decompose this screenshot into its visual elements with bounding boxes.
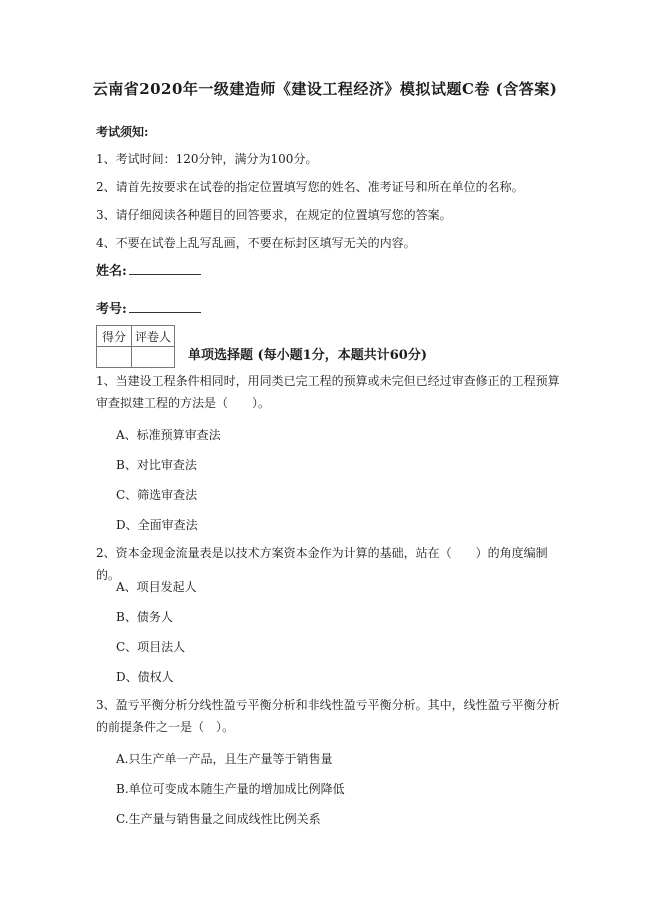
notice-item: 3、请仔细阅读各种题目的回答要求，在规定的位置填写您的答案。 — [96, 208, 452, 222]
question-3-stem: 3、盈亏平衡分析分线性盈亏平衡分析和非线性盈亏平衡分析。其中，线性盈亏平衡分析的前提条件之一是（ ）。 — [96, 698, 560, 734]
question-3-option-b: B.单位可变成本随生产量的增加成比例降低 — [116, 782, 345, 796]
name-blank[interactable] — [129, 260, 201, 275]
section-heading: 单项选择题 (每小题1分，本题共计60分) — [188, 348, 427, 363]
question-1-option-c: C、筛选审查法 — [116, 488, 198, 502]
notice-heading: 考试须知: — [96, 125, 149, 139]
question-2-option-b: B、债务人 — [116, 610, 173, 624]
question-3-option-a: A.只生产单一产品，且生产量等于销售量 — [116, 752, 333, 766]
exam-number-blank[interactable] — [129, 298, 201, 313]
exam-number-label: 考号: — [96, 302, 127, 317]
question-2-option-d: D、债权人 — [116, 670, 174, 684]
score-table — [96, 325, 175, 368]
question-1-option-a: A、标准预算审查法 — [116, 428, 221, 442]
name-field — [96, 260, 201, 279]
grader-header: 评卷人 — [132, 326, 175, 347]
notice-item: 1、考试时间：120分钟，满分为100分。 — [96, 152, 318, 166]
question-1-stem: 1、当建设工程条件相同时，用同类已完工程的预算或未完但已经过审查修正的工程预算审查拟建工程的方法是（ ）。 — [96, 374, 560, 410]
question-1-option-d: D、全面审查法 — [116, 518, 198, 532]
question-3-option-c: C.生产量与销售量之间成线性比例关系 — [116, 812, 321, 826]
score-header: 得分 — [97, 326, 132, 347]
exam-title: 云南省2020年一级建造师《建设工程经济》模拟试题C卷 (含答案) — [92, 80, 558, 98]
question-1-option-b: B、对比审查法 — [116, 458, 197, 472]
notice-item: 2、请首先按要求在试卷的指定位置填写您的姓名、准考证号和所在单位的名称。 — [96, 180, 524, 194]
question-2-option-a: A、项目发起人 — [116, 580, 197, 594]
question-2-stem: 2、资本金现金流量表是以技术方案资本金作为计算的基础，站在（ ）的角度编制的。 — [96, 546, 548, 582]
name-label: 姓名: — [96, 264, 127, 279]
notice-item: 4、不要在试卷上乱写乱画，不要在标封区填写无关的内容。 — [96, 236, 416, 250]
exam-number-field — [96, 298, 201, 317]
grader-cell — [132, 347, 175, 368]
score-cell — [97, 347, 132, 368]
question-2-option-c: C、项目法人 — [116, 640, 186, 654]
